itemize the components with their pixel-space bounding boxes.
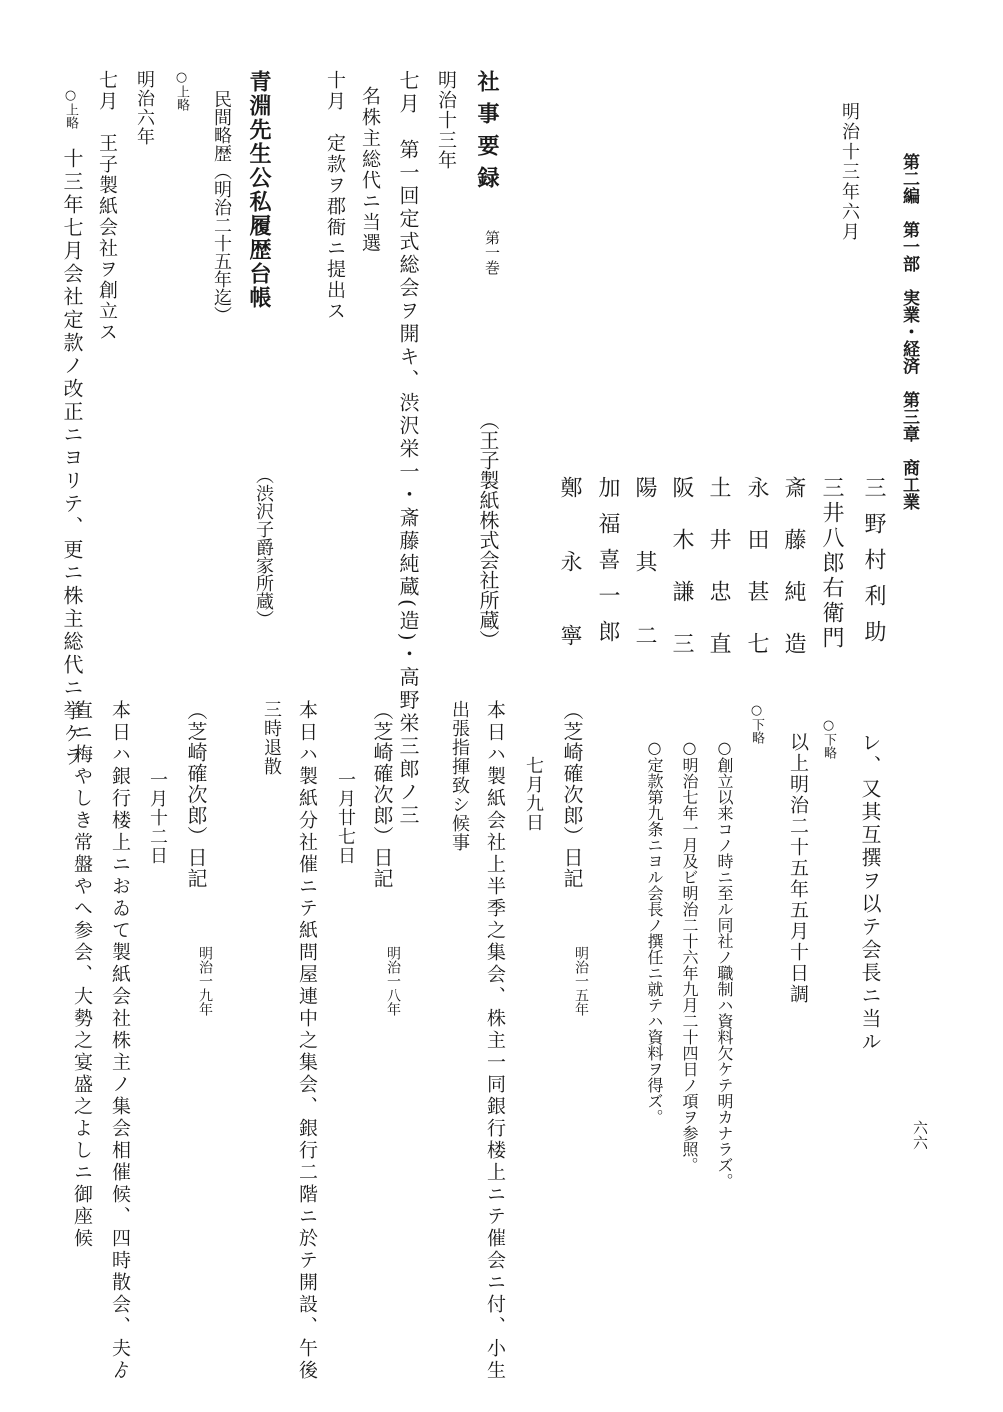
name-3: 斎藤純造	[781, 476, 806, 684]
diary-year: 明治一五年	[573, 946, 589, 1016]
year-line: 明治六年	[134, 70, 155, 146]
name-8: 加福喜一郎	[595, 476, 620, 656]
name-6: 阪木謙三	[669, 476, 694, 684]
body-line: レ、又其互撰ヲ以テ会長ニ当ル	[858, 732, 882, 1054]
body-line: 十三年七月会社定款ノ改正ニヨリテ、更ニ株主総代ニ挙ケラ	[60, 148, 84, 769]
running-header: 第二編 第一部 実業・経済 第三章 商工業	[899, 153, 919, 510]
seien-title: 青淵先生公私履歴台帳	[246, 70, 272, 310]
diary-date: 一月廿七日	[335, 770, 356, 865]
diary-body-line: 本日ハ銀行楼上ニおゐて製紙会社株主ノ集会相催候、四時散会、夫ゟ	[109, 700, 131, 1382]
diary-body-line: 出張指揮致シ候事	[449, 700, 470, 852]
page-number: 六六	[911, 1120, 929, 1150]
year-line: 明治十三年	[435, 70, 457, 170]
body-line: 名株主総代ニ当選	[359, 86, 381, 254]
diary-year: 明治一八年	[385, 946, 401, 1016]
diary-title: （芝崎確次郎）日記	[184, 700, 208, 889]
shaji-volume: 第一巻	[483, 230, 501, 275]
name-2: 三井八郎右衛門	[819, 476, 844, 651]
diary-body-line: 三時退散	[261, 700, 282, 776]
name-5: 土井忠直	[706, 476, 731, 684]
body-line: 十月 定款ヲ郡衙ニ提出ス	[324, 70, 346, 322]
name-7: 陽其二	[632, 476, 657, 698]
body-line: 七月 王子製紙会社ヲ創立ス	[96, 70, 118, 343]
diary-date: 七月九日	[523, 756, 544, 832]
editor-note: ○定款第九条ニヨル会長ノ撰任ニ就テハ資料ヲ得ズ。	[645, 738, 664, 1125]
diary-title: （芝崎確次郎）日記	[560, 700, 584, 889]
diary-title: （芝崎確次郎）日記	[370, 700, 394, 889]
name-9: 鄭永寧	[557, 476, 582, 698]
diary-date: 一月十二日	[147, 770, 168, 865]
omission-mark: ○上略	[63, 88, 78, 129]
seien-source: （渋沢子爵家所蔵）	[253, 466, 274, 628]
omission-mark: ○上略	[174, 70, 189, 111]
diary-year: 明治一九年	[197, 946, 213, 1016]
diary-body-line: 本日ハ製紙会社上半季之集会、株主一同銀行楼上ニテ催会ニ付、小生	[484, 700, 506, 1382]
date-heading: 明治十三年六月	[839, 102, 860, 242]
editor-note: ○明治七年一月及ビ明治二十六年九月二十四日ノ項ヲ参照。	[680, 738, 699, 1173]
omission-mark: ○下略	[821, 718, 836, 759]
diary-body-line: 直ニ梅やしき常盤やへ参会、大勢之宴盛之よしニ御座候	[71, 700, 93, 1250]
name-4: 永田甚七	[744, 476, 769, 684]
report-date-line: 以上明治二十五年五月十日調	[787, 732, 809, 1005]
shaji-title: 社事要録	[474, 70, 500, 198]
name-1: 三野村利助	[861, 476, 886, 656]
shaji-source: （王子製紙株式会社所蔵）	[476, 410, 500, 650]
diary-body-line: 本日ハ製紙分社催ニテ紙問屋連中之集会、銀行二階ニ於テ開設、午後	[296, 700, 318, 1382]
omission-mark: ○下略	[749, 703, 764, 744]
minkan-line: 民間略歴（明治二十五年迄）	[211, 90, 232, 324]
body-line: 七月 第一回定式総会ヲ開キ、渋沢栄一・斎藤純蔵(造)・高野栄三郎ノ三	[396, 70, 420, 828]
editor-note: ○創立以来コノ時ニ至ル同社ノ職制ハ資料欠ケテ明カナラズ。	[715, 738, 734, 1189]
